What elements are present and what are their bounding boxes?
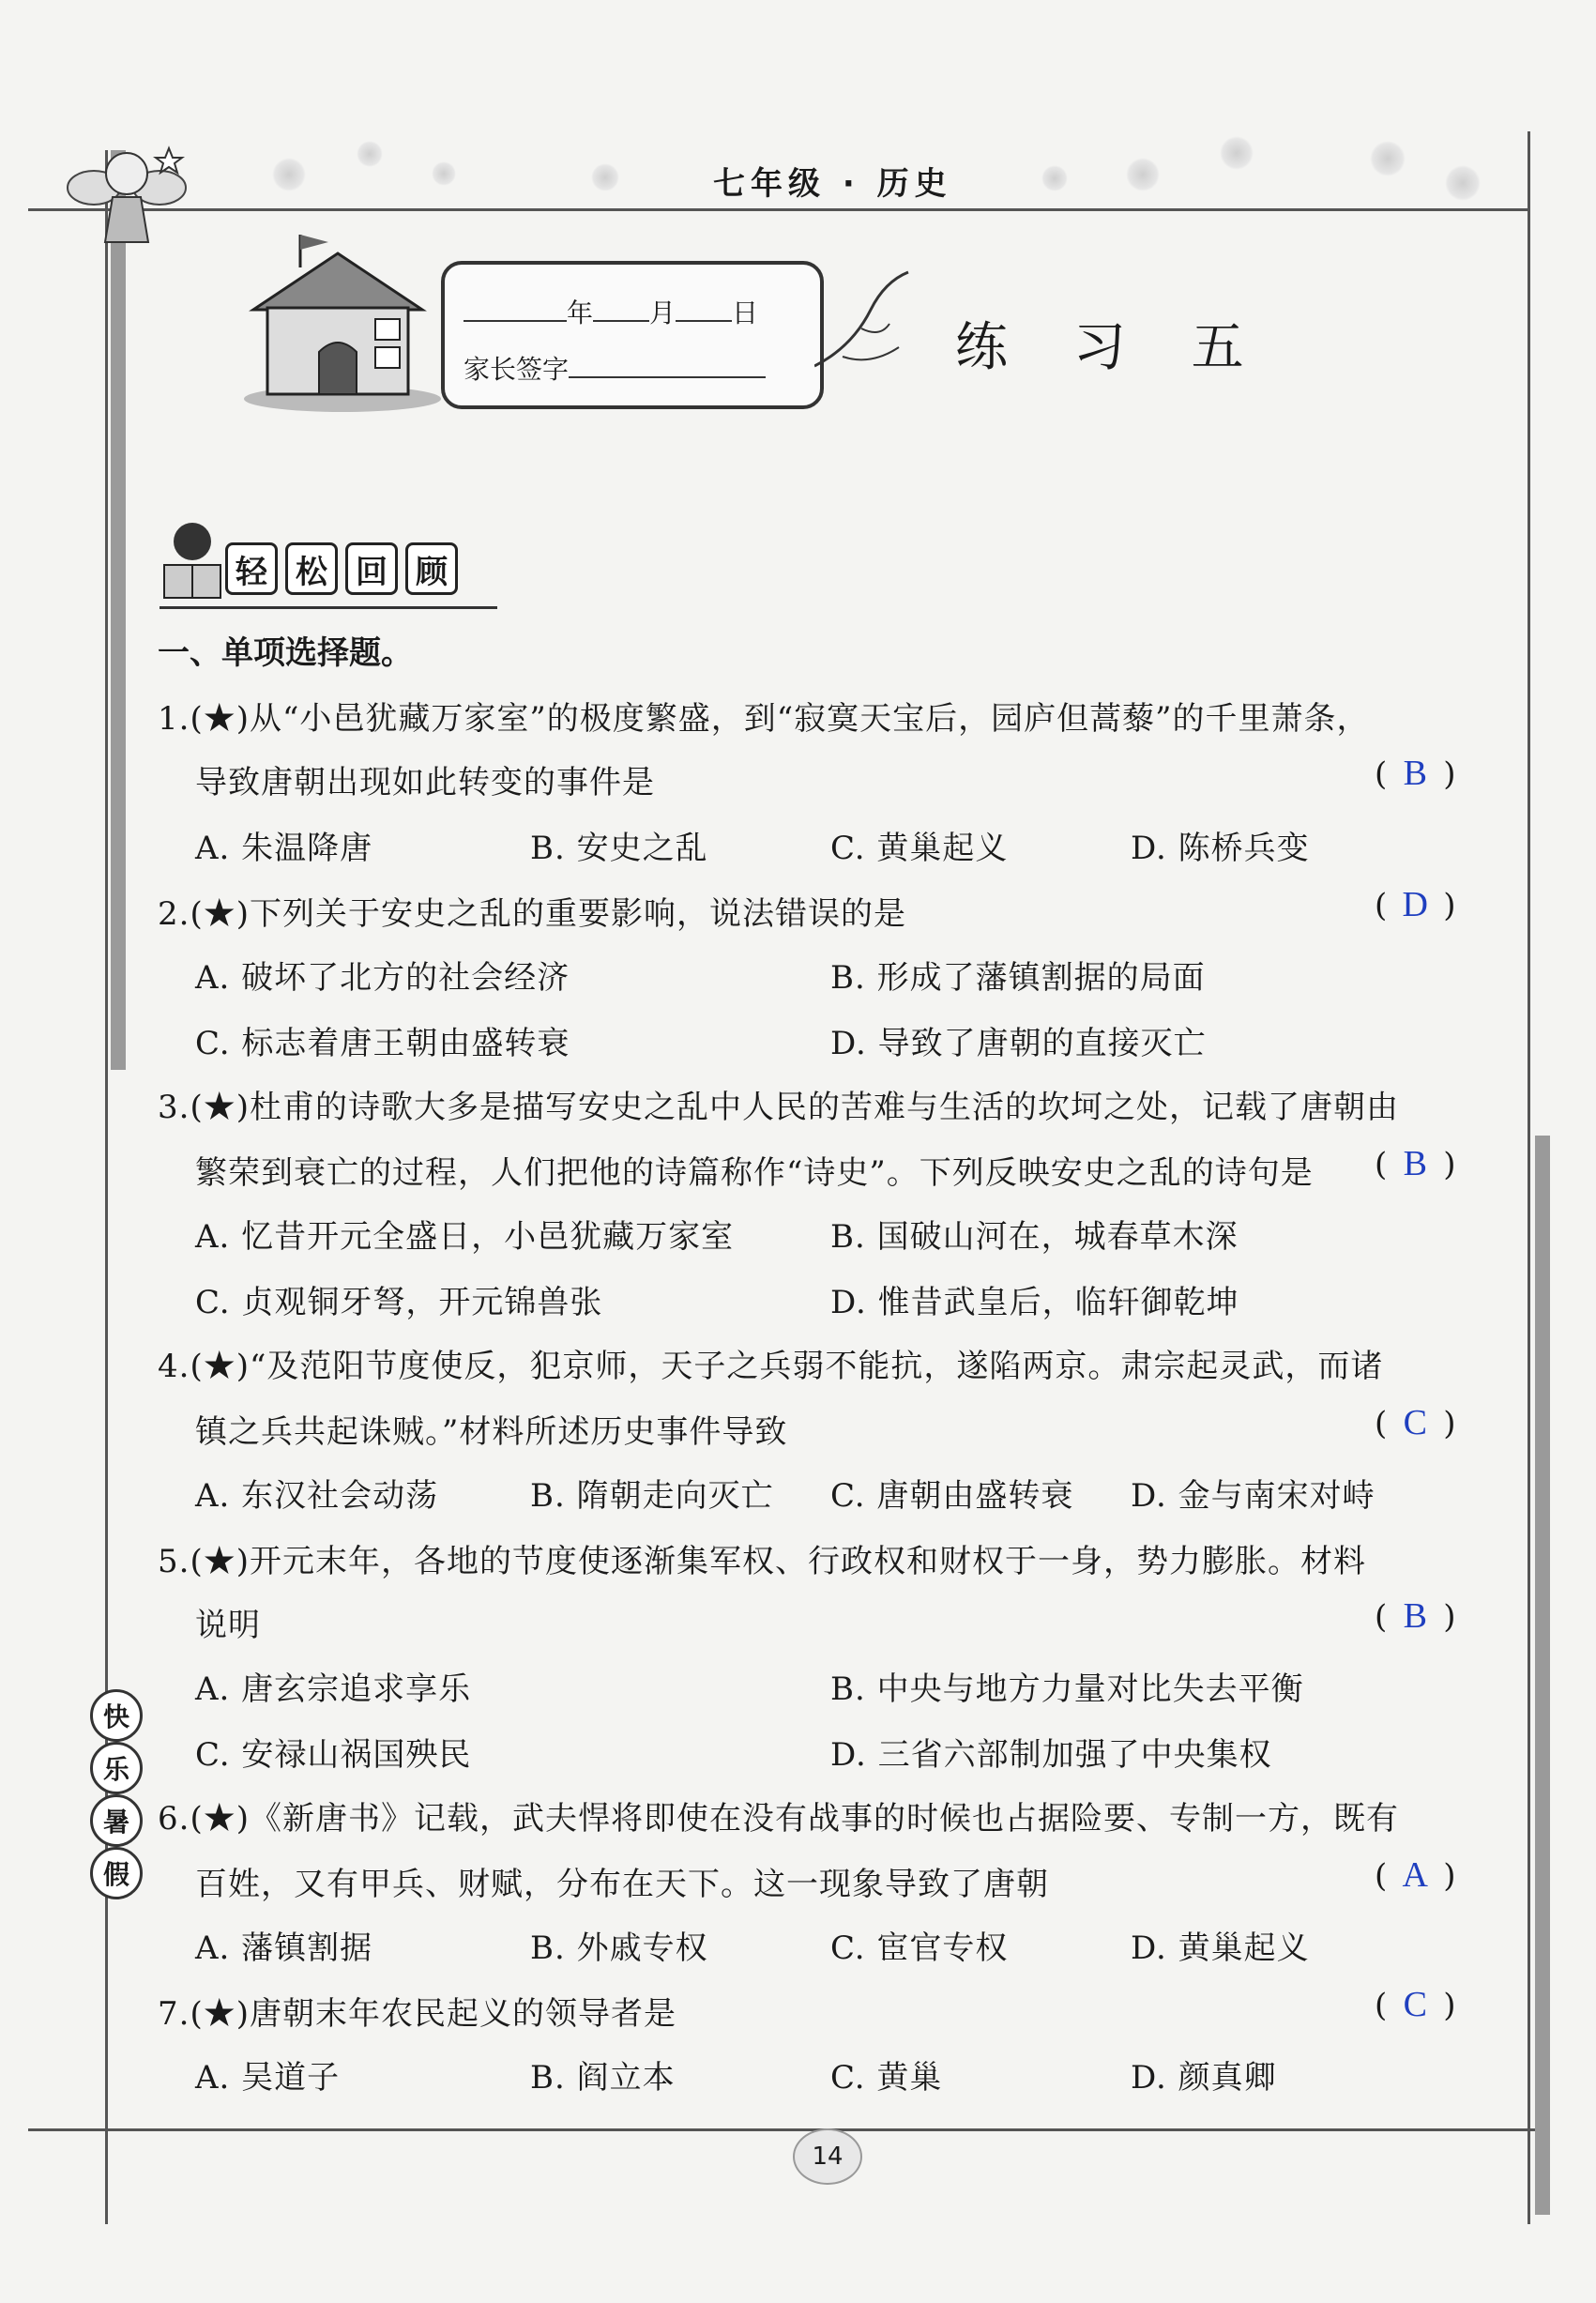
q2-option-b: B. 形成了藩镇割据的局面	[830, 959, 1206, 997]
question-6-line-2: 百姓，又有甲兵、财赋，分布在天下。这一现象导致了唐朝	[195, 1866, 1049, 1903]
bottom-rule	[28, 2128, 1548, 2131]
decor-dot	[272, 158, 306, 191]
q5-option-a: A. 唐玄宗追求享乐	[195, 1670, 472, 1708]
q5-option-b: B. 中央与地方力量对比失去平衡	[830, 1670, 1304, 1708]
side-tab-char: 暑	[90, 1794, 143, 1847]
question-4-line-2: 镇之兵共起诛贼。”材料所述历史事件导致	[195, 1413, 788, 1451]
q4-option-c: C. 唐朝由盛转衰	[830, 1477, 1074, 1515]
q7-option-a: A. 吴道子	[195, 2059, 341, 2097]
signature-blank[interactable]	[569, 352, 766, 378]
question-4-answer: ( C )	[1375, 1403, 1456, 1442]
q5-option-c: C. 安禄山祸国殃民	[195, 1736, 472, 1774]
side-tab-char: 假	[90, 1847, 143, 1899]
q4-option-a: A. 东汉社会动荡	[195, 1477, 439, 1515]
left-rule	[105, 150, 108, 2224]
date-signature-box	[441, 261, 824, 409]
answer-letter: D	[1402, 885, 1428, 924]
q2-option-c: C. 标志着唐王朝由盛转衰	[195, 1025, 570, 1062]
day-label: 日	[732, 297, 759, 328]
question-5-line-1: 5.(★)开元末年，各地的节度使逐渐集军权、行政权和财权于一身，势力膨胀。材料	[158, 1543, 1366, 1580]
banner-char: 轻	[225, 542, 278, 595]
reading-child-icon	[155, 518, 230, 607]
banner-char: 回	[345, 542, 398, 595]
answer-letter: B	[1403, 1596, 1427, 1636]
q7-option-c: C. 黄巢	[830, 2059, 943, 2097]
banner-char: 顾	[405, 542, 458, 595]
q2-option-a: A. 破坏了北方的社会经济	[195, 959, 570, 997]
side-tab-char: 乐	[90, 1742, 143, 1794]
decor-dot	[1370, 141, 1406, 176]
question-2-answer: ( D )	[1375, 885, 1456, 924]
question-3-line-2: 繁荣到衰亡的过程，人们把他的诗篇称作“诗史”。下列反映安史之乱的诗句是	[195, 1154, 1314, 1192]
month-label: 月	[649, 297, 676, 328]
answer-letter: C	[1403, 1985, 1427, 2024]
signature-label: 家长签字	[464, 354, 570, 385]
decor-dot	[432, 161, 456, 186]
section-banner	[225, 542, 458, 595]
q1-option-a: A. 朱温降唐	[195, 830, 373, 867]
question-5-line-2: 说明	[195, 1607, 261, 1644]
question-1-answer: ( B )	[1375, 754, 1456, 793]
question-7-line-1: 7.(★)唐朝末年农民起义的领导者是	[158, 1995, 676, 2033]
right-bar	[1535, 1136, 1550, 2215]
page-header-title: 七年级 · 历史	[713, 165, 952, 203]
fairy-mascot-icon	[66, 131, 188, 253]
signature-row	[464, 349, 766, 387]
decor-dot	[1041, 165, 1068, 191]
banner-char: 松	[285, 542, 338, 595]
question-7-answer: ( C )	[1375, 1985, 1456, 2024]
section-heading: 一、单项选择题。	[158, 634, 413, 672]
side-tab-char: 快	[90, 1689, 143, 1742]
q3-option-b: B. 国破山河在，城春草木深	[830, 1218, 1239, 1256]
school-house-icon	[235, 225, 450, 413]
question-6-answer: ( A )	[1375, 1855, 1456, 1895]
q5-option-d: D. 三省六部制加强了中央集权	[830, 1736, 1272, 1774]
q6-option-c: C. 宦官专权	[830, 1929, 1009, 1967]
q2-option-d: D. 导致了唐朝的直接灭亡	[830, 1025, 1207, 1062]
day-blank[interactable]	[676, 296, 732, 322]
q1-option-c: C. 黄巢起义	[830, 830, 1009, 867]
year-blank[interactable]	[464, 296, 567, 322]
right-rule	[1528, 131, 1530, 2224]
decor-dot	[591, 163, 619, 191]
question-5-answer: ( B )	[1375, 1596, 1456, 1636]
question-1-line-2: 导致唐朝出现如此转变的事件是	[195, 764, 655, 801]
q6-option-b: B. 外戚专权	[530, 1929, 708, 1967]
q7-option-d: D. 颜真卿	[1131, 2059, 1277, 2097]
vine-decoration-icon	[814, 253, 918, 394]
q1-option-b: B. 安史之乱	[530, 830, 708, 867]
left-bar	[111, 150, 126, 1070]
q1-option-d: D. 陈桥兵变	[1131, 830, 1310, 867]
answer-letter: B	[1403, 1144, 1427, 1183]
exercise-title: 练 习 五	[955, 317, 1269, 378]
year-label: 年	[567, 297, 594, 328]
q4-option-b: B. 隋朝走向灭亡	[530, 1477, 774, 1515]
q4-option-d: D. 金与南宋对峙	[1131, 1477, 1376, 1515]
question-2-line-1: 2.(★)下列关于安史之乱的重要影响，说法错误的是	[158, 895, 906, 933]
top-rule	[28, 208, 1529, 211]
page-number: 14	[793, 2128, 862, 2185]
q6-option-d: D. 黄巢起义	[1131, 1929, 1310, 1967]
month-blank[interactable]	[593, 296, 649, 322]
q3-option-d: D. 惟昔武皇后，临轩御乾坤	[830, 1284, 1239, 1321]
question-1-line-1: 1.(★)从“小邑犹藏万家室”的极度繁盛，到“寂寞天宝后，园庐但蒿藜”的千里萧条，	[158, 700, 1370, 738]
answer-letter: A	[1402, 1855, 1428, 1895]
q6-option-a: A. 藩镇割据	[195, 1929, 373, 1967]
decor-dot	[357, 141, 383, 167]
q3-option-c: C. 贞观铜牙弩，开元锦兽张	[195, 1284, 603, 1321]
question-4-line-1: 4.(★)“及范阳节度使反，犯京师，天子之兵弱不能抗，遂陷两京。肃宗起灵武，而诸	[158, 1348, 1384, 1385]
question-6-line-1: 6.(★)《新唐书》记载，武夫悍将即使在没有战事的时候也占据险要、专制一方，既有	[158, 1800, 1399, 1838]
q7-option-b: B. 阎立本	[530, 2059, 676, 2097]
decor-dot	[1445, 165, 1481, 201]
answer-letter: B	[1403, 754, 1427, 793]
decor-dot	[1126, 158, 1160, 191]
question-3-line-1: 3.(★)杜甫的诗歌大多是描写安史之乱中人民的苦难与生活的坎坷之处，记载了唐朝由	[158, 1089, 1399, 1126]
date-row	[464, 293, 758, 330]
q3-option-a: A. 忆昔开元全盛日，小邑犹藏万家室	[195, 1218, 735, 1256]
decor-dot	[1220, 136, 1254, 170]
banner-underline	[160, 606, 497, 609]
question-3-answer: ( B )	[1375, 1144, 1456, 1183]
answer-letter: C	[1403, 1403, 1427, 1442]
